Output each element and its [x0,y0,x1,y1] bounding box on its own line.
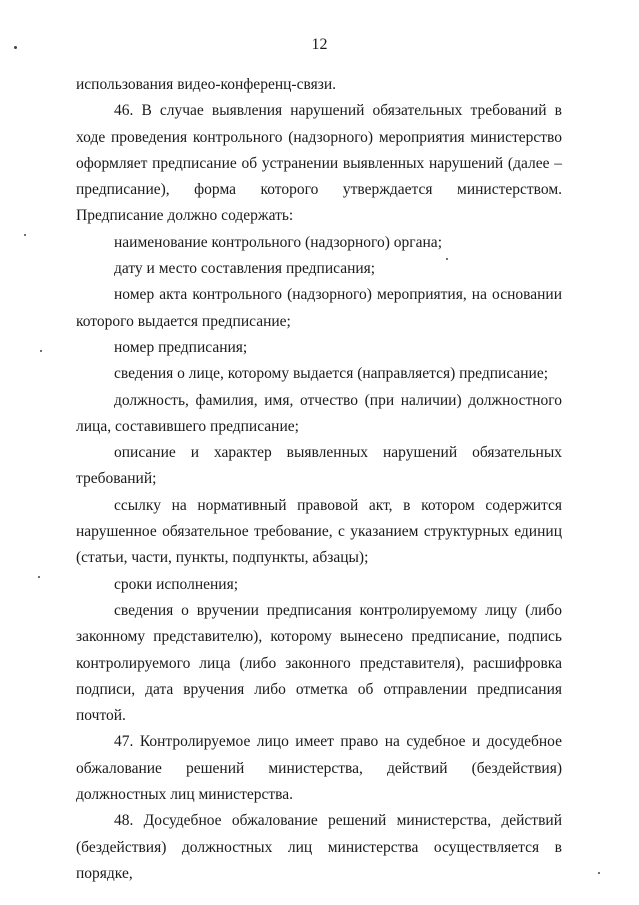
paragraph-person-info: сведения о лице, которому выдается (направляется) предписание; [114,365,549,383]
paragraph-item-47: 47. Контролируемое лицо имеет право на судебное и досудебное обжалование решений министерства, действий (бездействия) должностных лиц министерства. [76,733,562,804]
page-number: 12 [311,36,328,53]
paragraph-violations: описание и характер выявленных нарушений обязательных требований; [76,444,562,488]
paragraph-prescription-number: номер предписания; [114,338,248,356]
paragraph-date-place: дату и место составления предписания; [114,260,376,278]
paragraph-control-body-name: наименование контрольного (надзорного) органа; [114,233,442,251]
scan-speck [446,258,448,260]
scan-speck [24,234,26,236]
paragraph-deadlines: сроки исполнения; [114,575,239,593]
scan-speck [38,576,40,578]
scan-speck [598,872,600,874]
paragraph-item-48: 48. Досудебное обжалование решений министерства, действий (бездействия) должностных лиц министерства осуществляется в порядке, [76,812,562,882]
body-text [76,72,562,887]
paragraph-1: использования видео-конференц-связи. [76,76,336,93]
paragraph-delivery-info: сведения о вручении предписания контролируемому лицу (либо законному представителю), которому вынесено предписание, подпись контролируемого лица (либо законного представителя), расшифровка подписи, дата вручения либо отметка об отправлении предписания почтой. [76,601,562,725]
paragraph-act-number: номер акта контрольного (надзорного) мероприятия, на основании которого выдается предписание; [76,286,562,330]
paragraph-legal-reference: ссылку на нормативный правовой акт, в котором содержится нарушенное обязательное требование, с указанием структурных единиц (статьи, части, пункты, подпункты, абзацы); [76,496,562,567]
scan-speck [14,46,17,49]
paragraph-item-46: 46. В случае выявления нарушений обязательных требований в ходе проведения контрольного (надзорного) мероприятия министерство оформляет предписание об устранении выявленных нарушений (далее – предписание), форма которого утверждается министерством. Предписание должно содержать: [76,102,562,225]
paragraph-official-info: должность, фамилия, имя, отчество (при наличии) должностного лица, составившего предписание; [76,391,562,435]
scan-speck [40,350,42,352]
